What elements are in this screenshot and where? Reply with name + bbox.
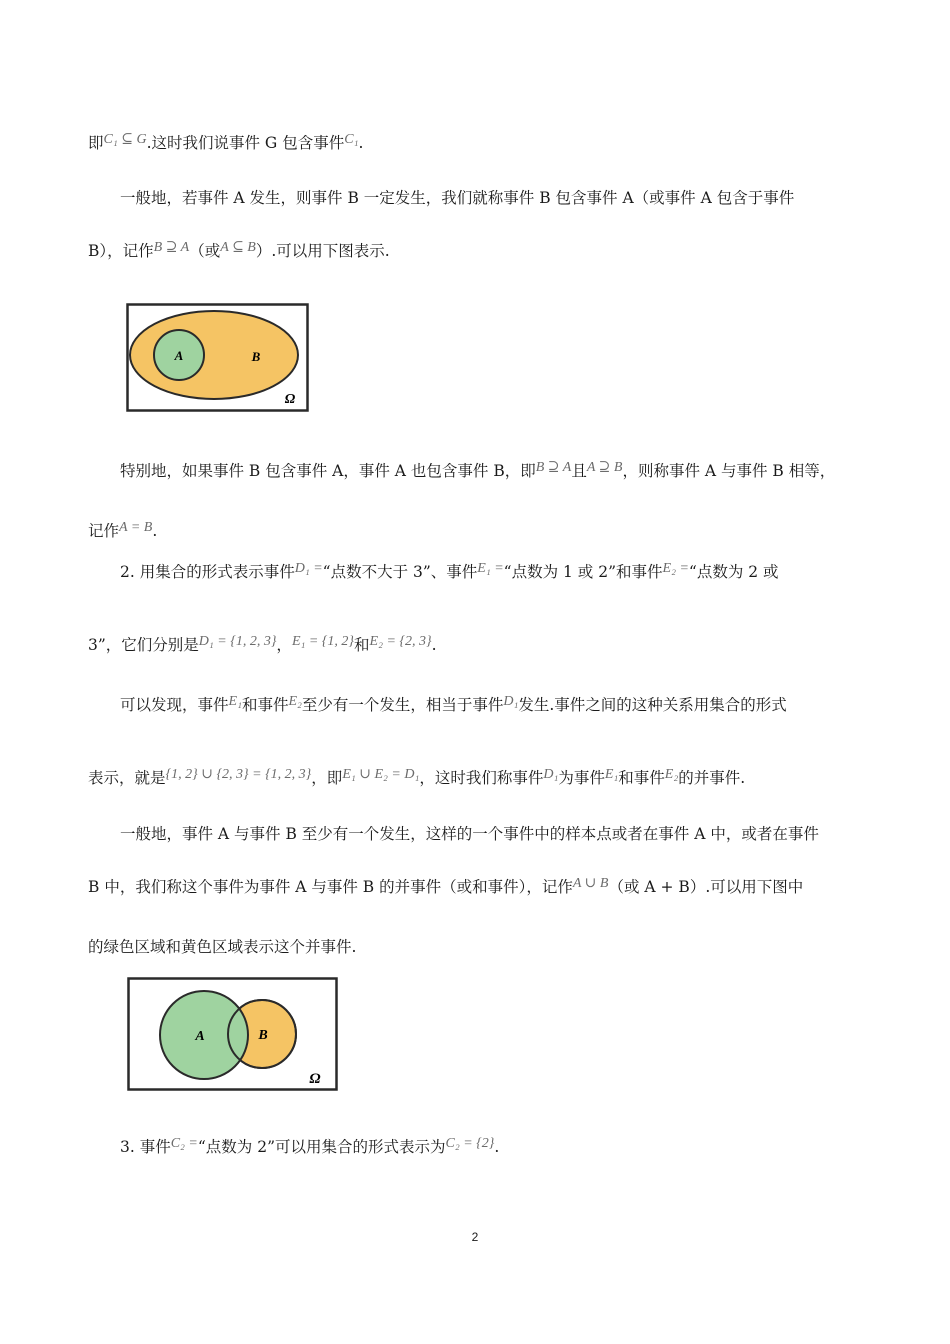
- venn-diagram-inclusion: [126, 303, 310, 413]
- math-e1-set: E₁ = {1, 2}: [291, 634, 355, 649]
- math-c1: C₁: [344, 132, 359, 147]
- para-inclusion-def-line2: B），记作B ⊇ A（或A ⊆ B）.可以用下图表示.: [88, 240, 390, 260]
- label-b: B: [258, 1028, 268, 1043]
- math-c2-eq: C₂ =: [170, 1136, 198, 1151]
- math-e1: E₁: [228, 694, 242, 709]
- math-d1-set: D₁ = {1, 2, 3}: [198, 634, 277, 649]
- math-c1-subset-g: C₁ ⊆ G: [103, 132, 147, 147]
- label-omega: Ω: [284, 392, 296, 407]
- math-d1-eq: D₁ =: [294, 561, 323, 576]
- page-number: 2: [471, 1230, 479, 1244]
- para-equality-line1: 特别地，如果事件 B 包含事件 A，事件 A 也包含事件 B，即B ⊇ A且A ⊇ B，则称事件 A 与事件 B 相等，: [120, 460, 836, 480]
- math-a-supseteq-b: A ⊇ B: [586, 460, 623, 475]
- para-sets-line1: 2. 用集合的形式表示事件D₁ =“点数不大于 3”、事件E₁ =“点数为 1 或 2”和事件E₂ =“点数为 2 或: [120, 561, 779, 581]
- para-inclusion-def-line1: 一般地，若事件 A 发生，则事件 B 一定发生，我们就称事件 B 包含事件 A（或事件 A 包含于事件: [120, 189, 795, 207]
- math-e2: E₂: [288, 694, 302, 709]
- math-e2-2: E₂: [664, 767, 679, 782]
- math-e1-eq: E₁ =: [477, 561, 504, 576]
- para-c2-set: 3. 事件C₂ =“点数为 2”可以用集合的形式表示为C₂ = {2}.: [120, 1136, 500, 1156]
- math-b-supseteq-a-2: B ⊇ A: [535, 460, 572, 475]
- venn-diagram-union: [127, 977, 339, 1092]
- label-omega: Ω: [309, 1071, 321, 1087]
- math-e2-eq: E₂ =: [662, 561, 689, 576]
- math-e2-set: E₂ = {2, 3}: [369, 634, 432, 649]
- math-d1-2: D₁: [543, 767, 559, 782]
- math-d1: D₁: [503, 694, 519, 709]
- para-union-def-line3: 的绿色区域和黄色区域表示这个并事件.: [88, 938, 357, 956]
- label-b: B: [251, 349, 261, 364]
- math-b-supseteq-a: B ⊇ A: [153, 240, 190, 255]
- para-union-obs-line2: 表示，就是{1, 2} ∪ {2, 3} = {1, 2, 3}，即E₁ ∪ E₂ = D₁，这时我们称事件D₁为事件E₁和事件E₂的并事件.: [88, 767, 746, 787]
- math-c2-set: C₂ = {2}: [445, 1136, 495, 1151]
- math-e1-2: E₁: [604, 767, 619, 782]
- para-union-def-line2: B 中，我们称这个事件为事件 A 与事件 B 的并事件（或和事件），记作A ∪ B（或 A + B）.可以用下图中: [88, 876, 804, 896]
- label-a: A: [174, 348, 184, 363]
- para-containment-conclusion: 即C₁ ⊆ G.这时我们说事件 G 包含事件C₁.: [88, 132, 364, 152]
- math-a-subseteq-b: A ⊆ B: [220, 240, 256, 255]
- para-union-def-line1: 一般地，事件 A 与事件 B 至少有一个发生，这样的一个事件中的样本点或者在事件 A 中，或者在事件: [120, 825, 819, 843]
- para-equality-line2: 记作A = B.: [88, 520, 158, 540]
- math-a-union-b: A ∪ B: [572, 876, 609, 891]
- math-set-union: {1, 2} ∪ {2, 3} = {1, 2, 3}: [165, 767, 312, 782]
- math-e1-union-e2: E₁ ∪ E₂ = D₁: [342, 767, 420, 782]
- math-a-equals-b: A = B: [119, 520, 153, 535]
- para-sets-line2: 3”，它们分别是D₁ = {1, 2, 3}，E₁ = {1, 2}和E₂ = {2, 3}.: [88, 634, 437, 654]
- para-union-obs-line1: 可以发现，事件E₁和事件E₂至少有一个发生，相当于事件D₁发生.事件之间的这种关系用集合的形式: [120, 694, 787, 714]
- label-a: A: [195, 1029, 205, 1044]
